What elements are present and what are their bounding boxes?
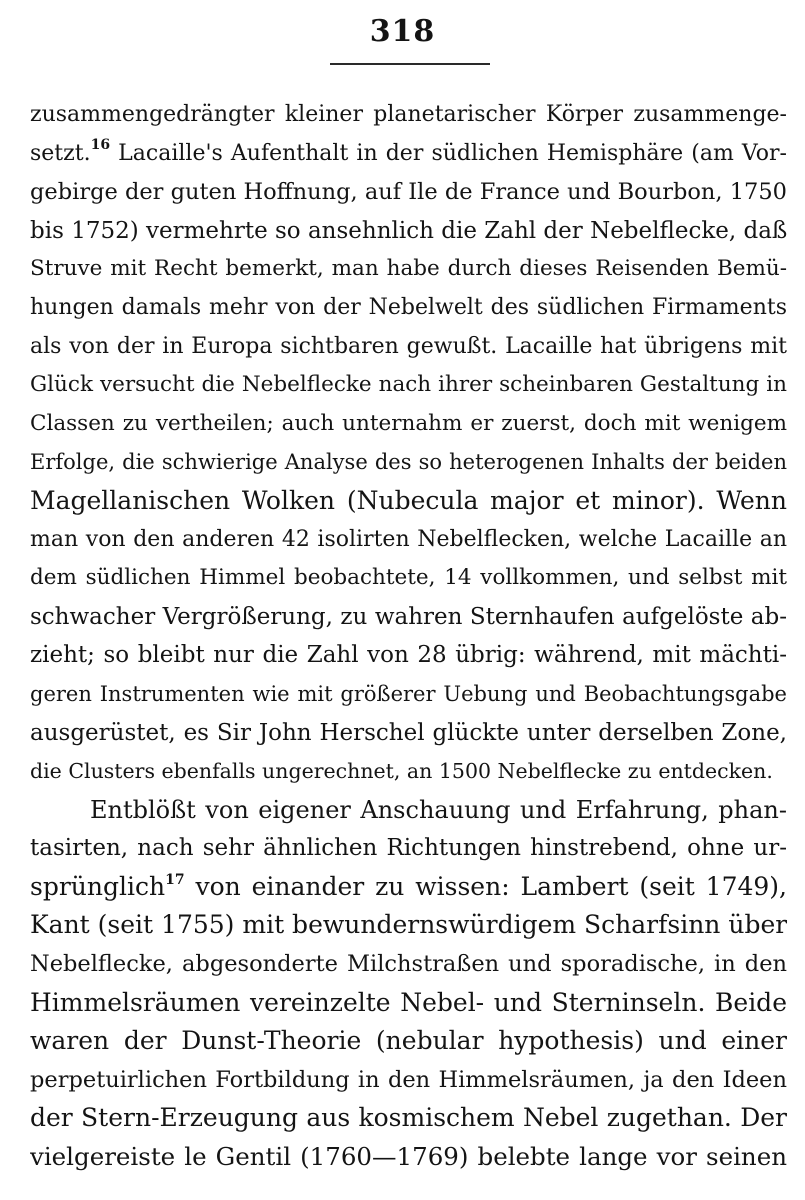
text-line xyxy=(30,906,787,945)
text-line-content: zusammengedrängter kleiner planetarischer Körper zusammenge- xyxy=(30,102,787,127)
text-line-content: hungen damals mehr von der Nebelwelt des südlichen Firmaments xyxy=(30,294,787,320)
text-line xyxy=(30,173,787,212)
text-line-content: dem südlichen Himmel beobachtete, 14 vollkommen, und selbst mit xyxy=(30,565,787,591)
text-line xyxy=(30,559,787,598)
text-line-content: Magellanischen Wolken (Nubecula major et minor). Wenn xyxy=(30,485,787,515)
text-line xyxy=(30,714,787,753)
text-line-content: geren Instrumenten wie mit größerer Uebung und Beobachtungsgabe xyxy=(30,681,787,706)
text-line-content: schwacher Vergrößerung, zu wahren Sternhaufen aufgelöste ab- xyxy=(30,603,787,630)
text-line-content: Glück versucht die Nebelflecke nach ihrer scheinbaren Gestaltung in xyxy=(30,372,787,398)
footnote-marker: 17 xyxy=(165,871,185,888)
text-line-content: Nebelflecke, abgesonderte Milchstraßen und sporadische, in den xyxy=(30,951,787,978)
text-line xyxy=(30,405,787,444)
text-line xyxy=(30,945,787,984)
text-line-content: als von der in Europa sichtbaren gewußt. Lacaille hat übrigens mit xyxy=(30,333,787,359)
text-line-content: ausgerüstet, es Sir John Herschel glückte unter derselben Zone, xyxy=(30,719,787,746)
text-line xyxy=(30,366,787,405)
text-line xyxy=(30,443,787,482)
text-line-content: perpetuirlichen Fortbildung in den Himmelsräumen, ja den Ideen xyxy=(30,1066,787,1093)
text-line-content: Struve mit Recht bemerkt, man habe durch dieses Reisenden Bemü- xyxy=(30,256,787,282)
text-line-content: Entblößt von eigener Anschauung und Erfahrung, phan- xyxy=(90,795,787,824)
body-text xyxy=(30,96,787,1177)
text-line-content: gebirge der guten Hoffnung, auf Ile de France und Bourbon, 1750 xyxy=(30,179,787,206)
text-line-content: zieht; so bleibt nur die Zahl von 28 übrig: während, mit mächti- xyxy=(30,642,787,669)
text-line xyxy=(30,289,787,328)
text-line-content: bis 1752) vermehrte so ansehnlich die Zahl der Nebelflecke, daß xyxy=(30,217,787,244)
text-line xyxy=(30,636,787,675)
text-line xyxy=(30,212,787,251)
text-line xyxy=(30,521,787,560)
text-line xyxy=(30,1022,787,1061)
text-line xyxy=(30,675,787,714)
text-line-content: Classen zu vertheilen; auch unternahm er zuerst, doch mit wenigem xyxy=(30,410,787,436)
page-number: 318 xyxy=(369,14,436,49)
header-rule xyxy=(330,63,490,65)
footnote-marker: 16 xyxy=(90,136,111,153)
text-line-content: Himmelsräumen vereinzelte Nebel- und Sterninseln. Beide xyxy=(30,987,787,1017)
text-line xyxy=(30,1061,787,1100)
text-line xyxy=(30,1138,787,1177)
text-line-content: Erfolge, die schwierige Analyse des so heterogenen Inhalts der beiden xyxy=(30,450,787,475)
text-line xyxy=(30,829,787,868)
text-line xyxy=(30,984,787,1023)
text-line-content: vielgereiste le Gentil (1760—1769) belebte lange vor seinen xyxy=(30,1142,787,1172)
text-line xyxy=(30,250,787,289)
text-line xyxy=(30,868,787,907)
text-line-content: setzt. xyxy=(30,140,91,166)
text-line-content: der Stern-Erzeugung aus kosmischem Nebel zugethan. Der xyxy=(30,1103,787,1133)
text-line xyxy=(30,752,787,791)
text-line xyxy=(30,482,787,521)
text-line xyxy=(30,1099,787,1138)
text-line xyxy=(30,135,787,174)
text-line xyxy=(30,96,787,135)
text-line xyxy=(30,598,787,637)
text-line-content: sprünglich xyxy=(30,871,166,901)
text-line-content: die Clusters ebenfalls ungerechnet, an 1500 Nebelflecke zu entdecken. xyxy=(30,759,773,784)
text-line-content: tasirten, nach sehr ähnlichen Richtungen hinstrebend, ohne ur- xyxy=(30,835,787,862)
text-line-content: von einander zu wissen: Lambert (seit 1749), xyxy=(184,871,787,901)
text-line xyxy=(30,328,787,367)
text-line-content: Kant (seit 1755) mit bewundernswürdigem Scharfsinn über xyxy=(30,910,787,940)
text-line xyxy=(30,791,787,830)
text-line-content: waren der Dunst-Theorie (nebular hypothesis) und einer xyxy=(30,1026,787,1056)
text-line-content: man von den anderen 42 isolirten Nebelflecken, welche Lacaille an xyxy=(30,526,787,552)
text-line-content: Lacaille's Aufenthalt in der südlichen Hemisphäre (am Vor- xyxy=(110,140,787,166)
